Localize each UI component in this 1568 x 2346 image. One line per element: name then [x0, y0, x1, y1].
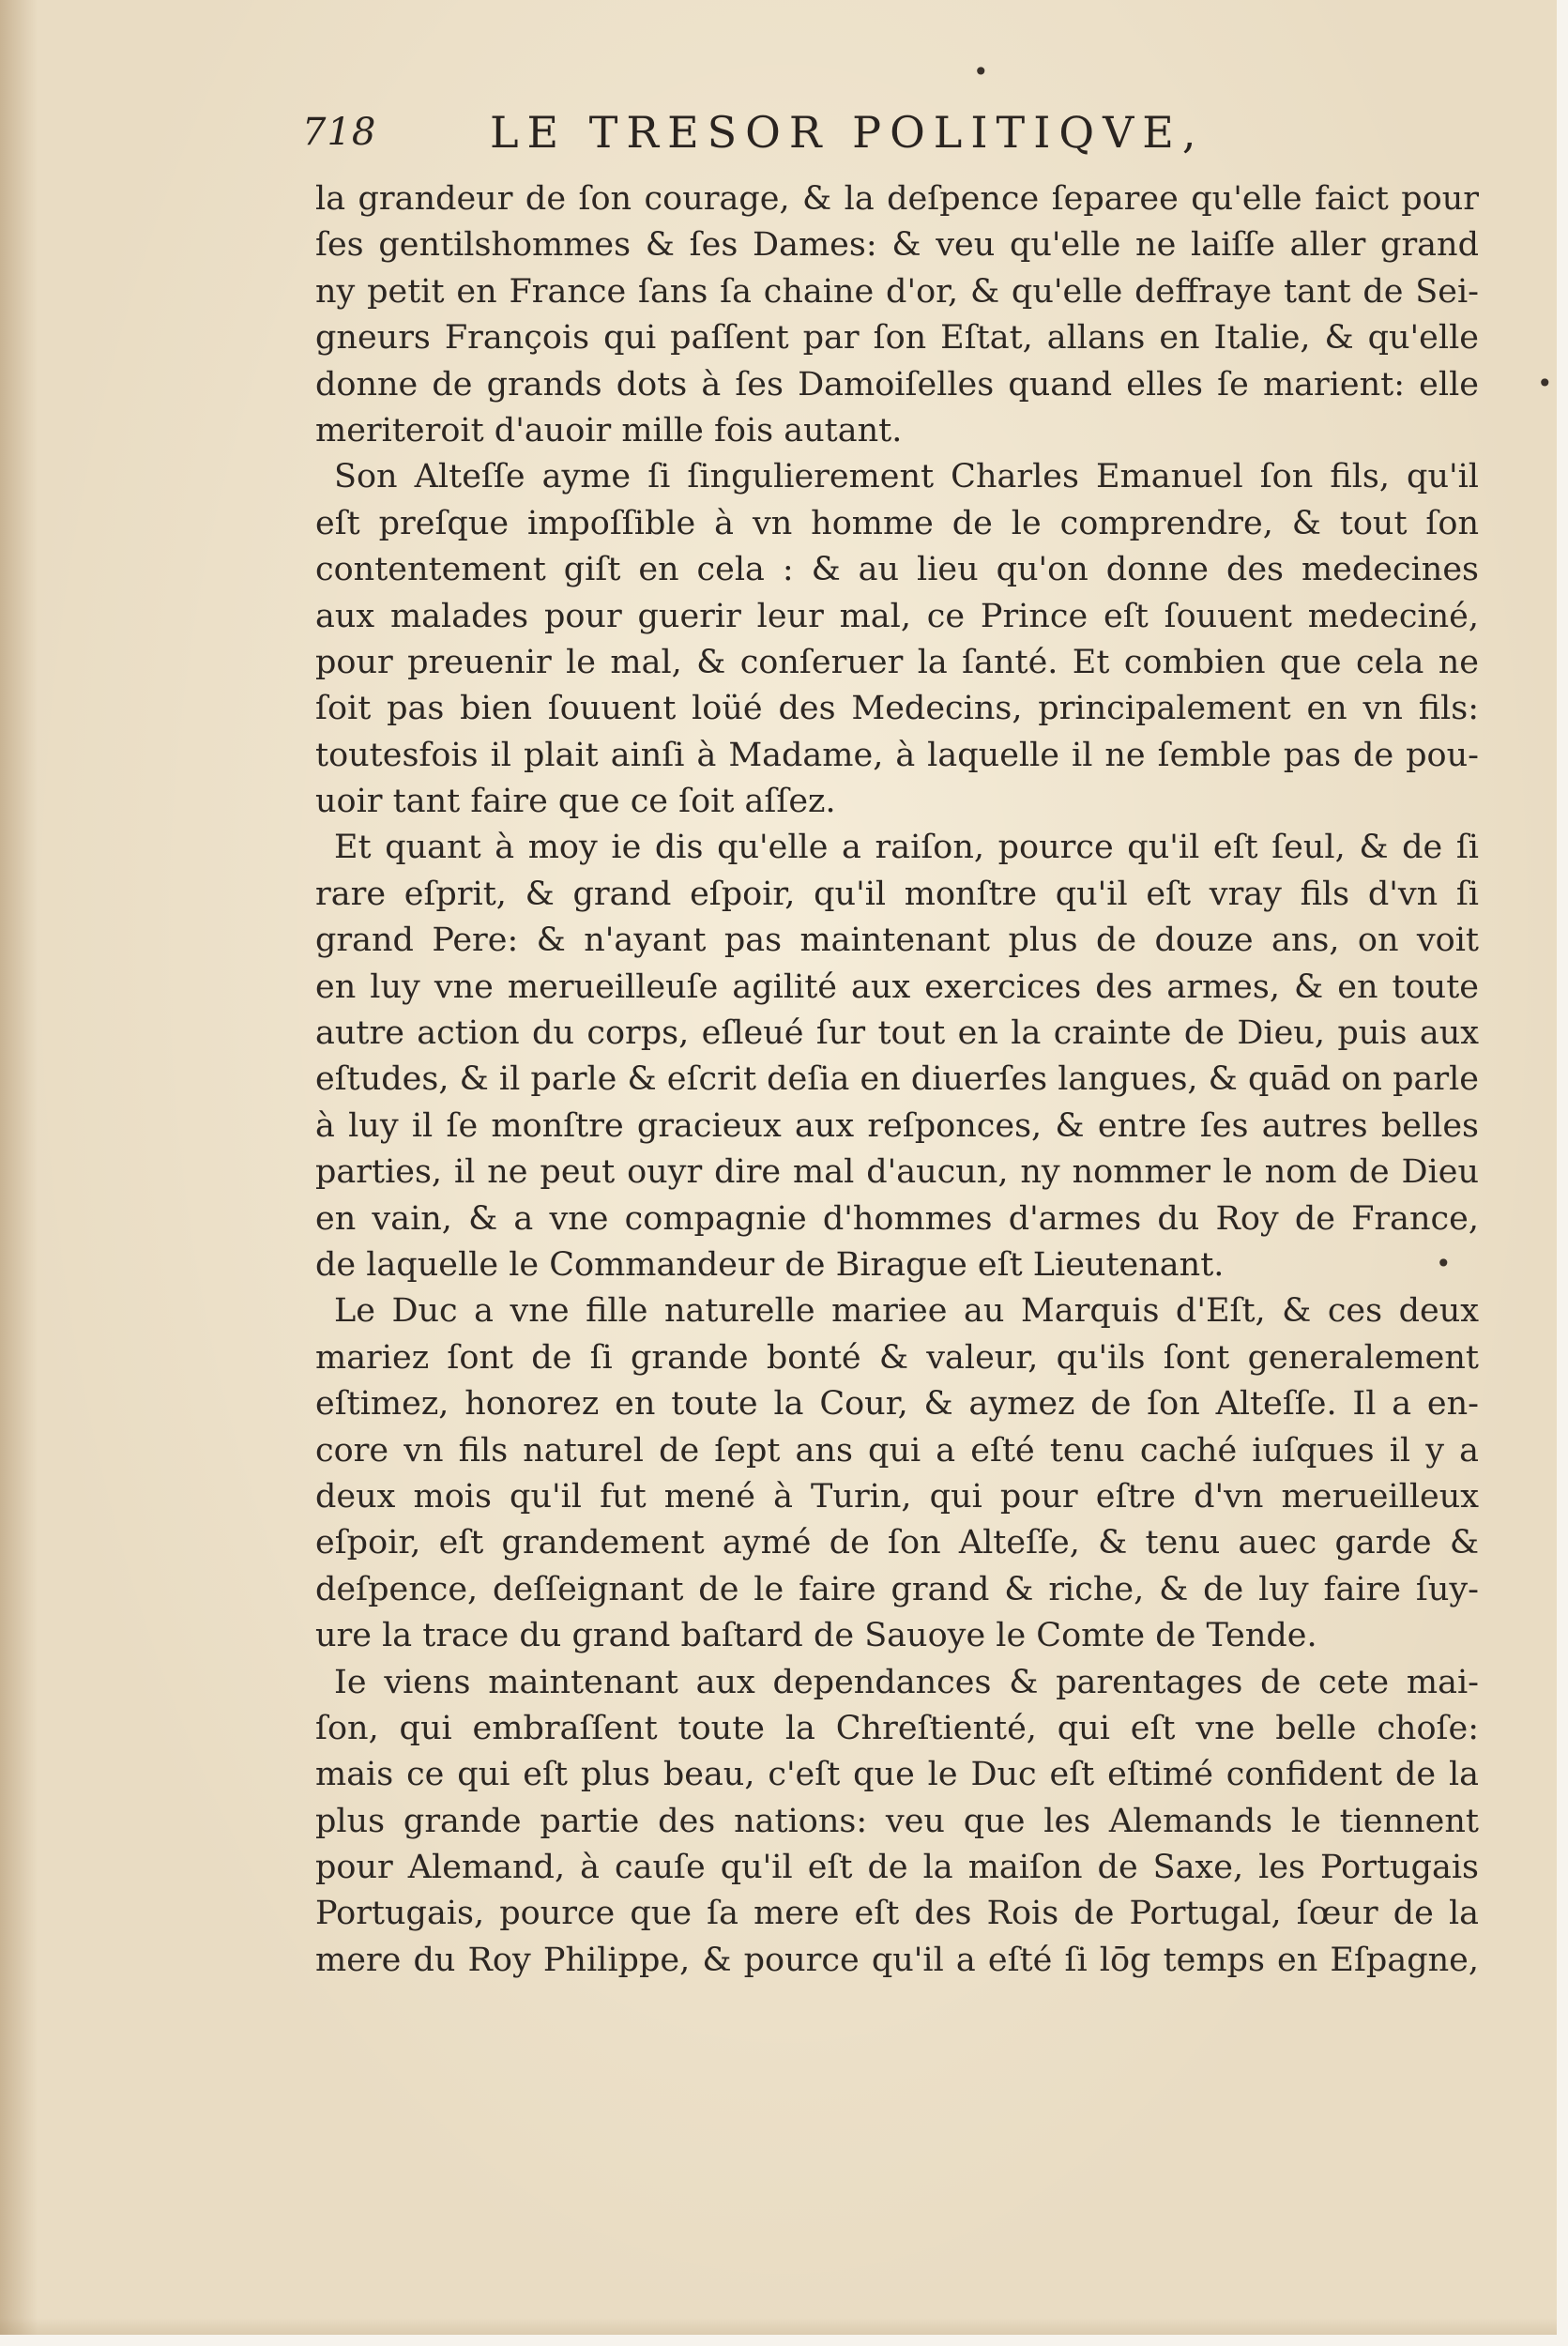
page-number: 718	[302, 111, 377, 154]
text-line: deux mois qu'il fut mené à Turin, qui pour eſtre d'vn merueilleux	[315, 1477, 1479, 1516]
ink-speck: •	[1537, 368, 1553, 399]
text-line: mere du Roy Philippe, & pource qu'il a eſté ſi lōg temps en Eſpagne,	[315, 1941, 1479, 1979]
ink-speck: •	[1436, 1248, 1452, 1279]
text-line: à luy il ſe monſtre gracieux aux reſponces, & entre ſes autres belles	[315, 1106, 1479, 1145]
body-text	[315, 176, 1479, 1984]
text-line: ure la trace du grand baſtard de Sauoye le Comte de Tende.	[315, 1617, 1317, 1655]
text-line: donne de grands dots à ſes Damoiſelles quand elles ſe marient: elle	[315, 365, 1479, 404]
text-line: eſtudes, & il parle & eſcrit deſia en diuerſes langues, & quād on parle	[315, 1060, 1479, 1099]
text-line: en luy vne merueilleuſe agilité aux exercices des armes, & en toute	[315, 967, 1479, 1006]
text-line: meriteroit d'auoir mille fois autant.	[315, 411, 903, 449]
text-line: de laquelle le Commandeur de Birague eſt Lieutenant.	[315, 1245, 1225, 1284]
text-line: ſon, qui embraſſent toute la Chreſtienté, qui eſt vne belle choſe:	[315, 1709, 1479, 1747]
text-line: ny petit en France ſans ſa chaine d'or, & qu'elle deffraye tant de Sei-	[315, 272, 1479, 311]
text-line: autre action du corps, eſleué ſur tout en la crainte de Dieu, puis aux	[315, 1014, 1479, 1053]
text-line: eſtimez, honorez en toute la Cour, & aymez de ſon Alteſſe. Il a en-	[315, 1385, 1479, 1424]
text-line: toutesfois il plait ainſi à Madame, à laquelle il ne ſemble pas de pou-	[315, 736, 1479, 774]
text-line: Ie viens maintenant aux dependances & parentages de cete mai-	[334, 1663, 1479, 1701]
text-line: Son Alteſſe ayme ſi ſingulierement Charles Emanuel ſon fils, qu'il	[334, 458, 1479, 496]
text-line: eſpoir, eſt grandement aymé de ſon Alteſſe, & tenu auec garde &	[315, 1524, 1479, 1562]
text-line: plus grande partie des nations: veu que les Alemands le tiennent	[315, 1802, 1479, 1840]
text-line: gneurs François qui paſſent par ſon Eſtat, allans en Italie, & qu'elle	[315, 319, 1479, 358]
text-line: aux malades pour guerir leur mal, ce Prince eſt ſouuent medeciné,	[315, 597, 1479, 635]
text-line: parties, il ne peut ouyr dire mal d'aucun, ny nommer le nom de Dieu	[315, 1153, 1479, 1192]
running-title: LE TRESOR POLITIQVE,	[490, 107, 1205, 158]
text-line: uoir tant faire que ce ſoit aſſez.	[315, 783, 836, 821]
page-edge-bottom	[0, 2335, 1568, 2346]
text-line: rare eſprit, & grand eſpoir, qu'il monſtre qu'il eſt vray fils d'vn ſi	[315, 875, 1479, 913]
page-header	[302, 107, 1484, 167]
text-line: Et quant à moy ie dis qu'elle a raiſon, pource qu'il eſt ſeul, & de ſi	[334, 829, 1479, 867]
text-line: mariez ſont de ſi grande bonté & valeur, qu'ils ſont generalement	[315, 1338, 1479, 1377]
text-line: eſt preſque impoſſible à vn homme de le comprendre, & tout ſon	[315, 504, 1479, 542]
text-line: pour Alemand, à cauſe qu'il eſt de la maiſon de Saxe, les Portugais	[315, 1849, 1479, 1887]
text-line: en vain, & a vne compagnie d'hommes d'armes du Roy de France,	[315, 1199, 1479, 1238]
text-line: mais ce qui eſt plus beau, c'eſt que le Duc eſt eſtimé confident de la	[315, 1756, 1479, 1794]
text-line: grand Pere: & n'ayant pas maintenant plus de douze ans, on voit	[315, 922, 1479, 960]
text-line: ſoit pas bien ſouuent loüé des Medecins, principalement en vn fils:	[315, 690, 1479, 728]
text-line: ſes gentilshommes & ſes Dames: & veu qu'elle ne laiſſe aller grand	[315, 226, 1479, 265]
text-line: contentement giſt en cela : & au lieu qu'on donne des medecines	[315, 551, 1479, 589]
text-line: Portugais, pource que ſa mere eſt des Rois de Portugal, ſœur de la	[315, 1895, 1479, 1933]
text-line: core vn fils naturel de ſept ans qui a eſté tenu caché iuſques il y a	[315, 1431, 1479, 1470]
text-line: pour preuenir le mal, & conſeruer la ſanté. Et combien que cela ne	[315, 643, 1479, 681]
text-line: la grandeur de ſon courage, & la deſpence ſeparee qu'elle faict pour	[315, 180, 1479, 218]
ink-speck: •	[973, 56, 989, 87]
page-edge-right	[1557, 0, 1568, 2346]
text-line: Le Duc a vne fille naturelle mariee au Marquis d'Eſt, & ces deux	[334, 1292, 1479, 1331]
text-line: deſpence, deſſeignant de le faire grand & riche, & de luy faire ſuy-	[315, 1570, 1479, 1608]
